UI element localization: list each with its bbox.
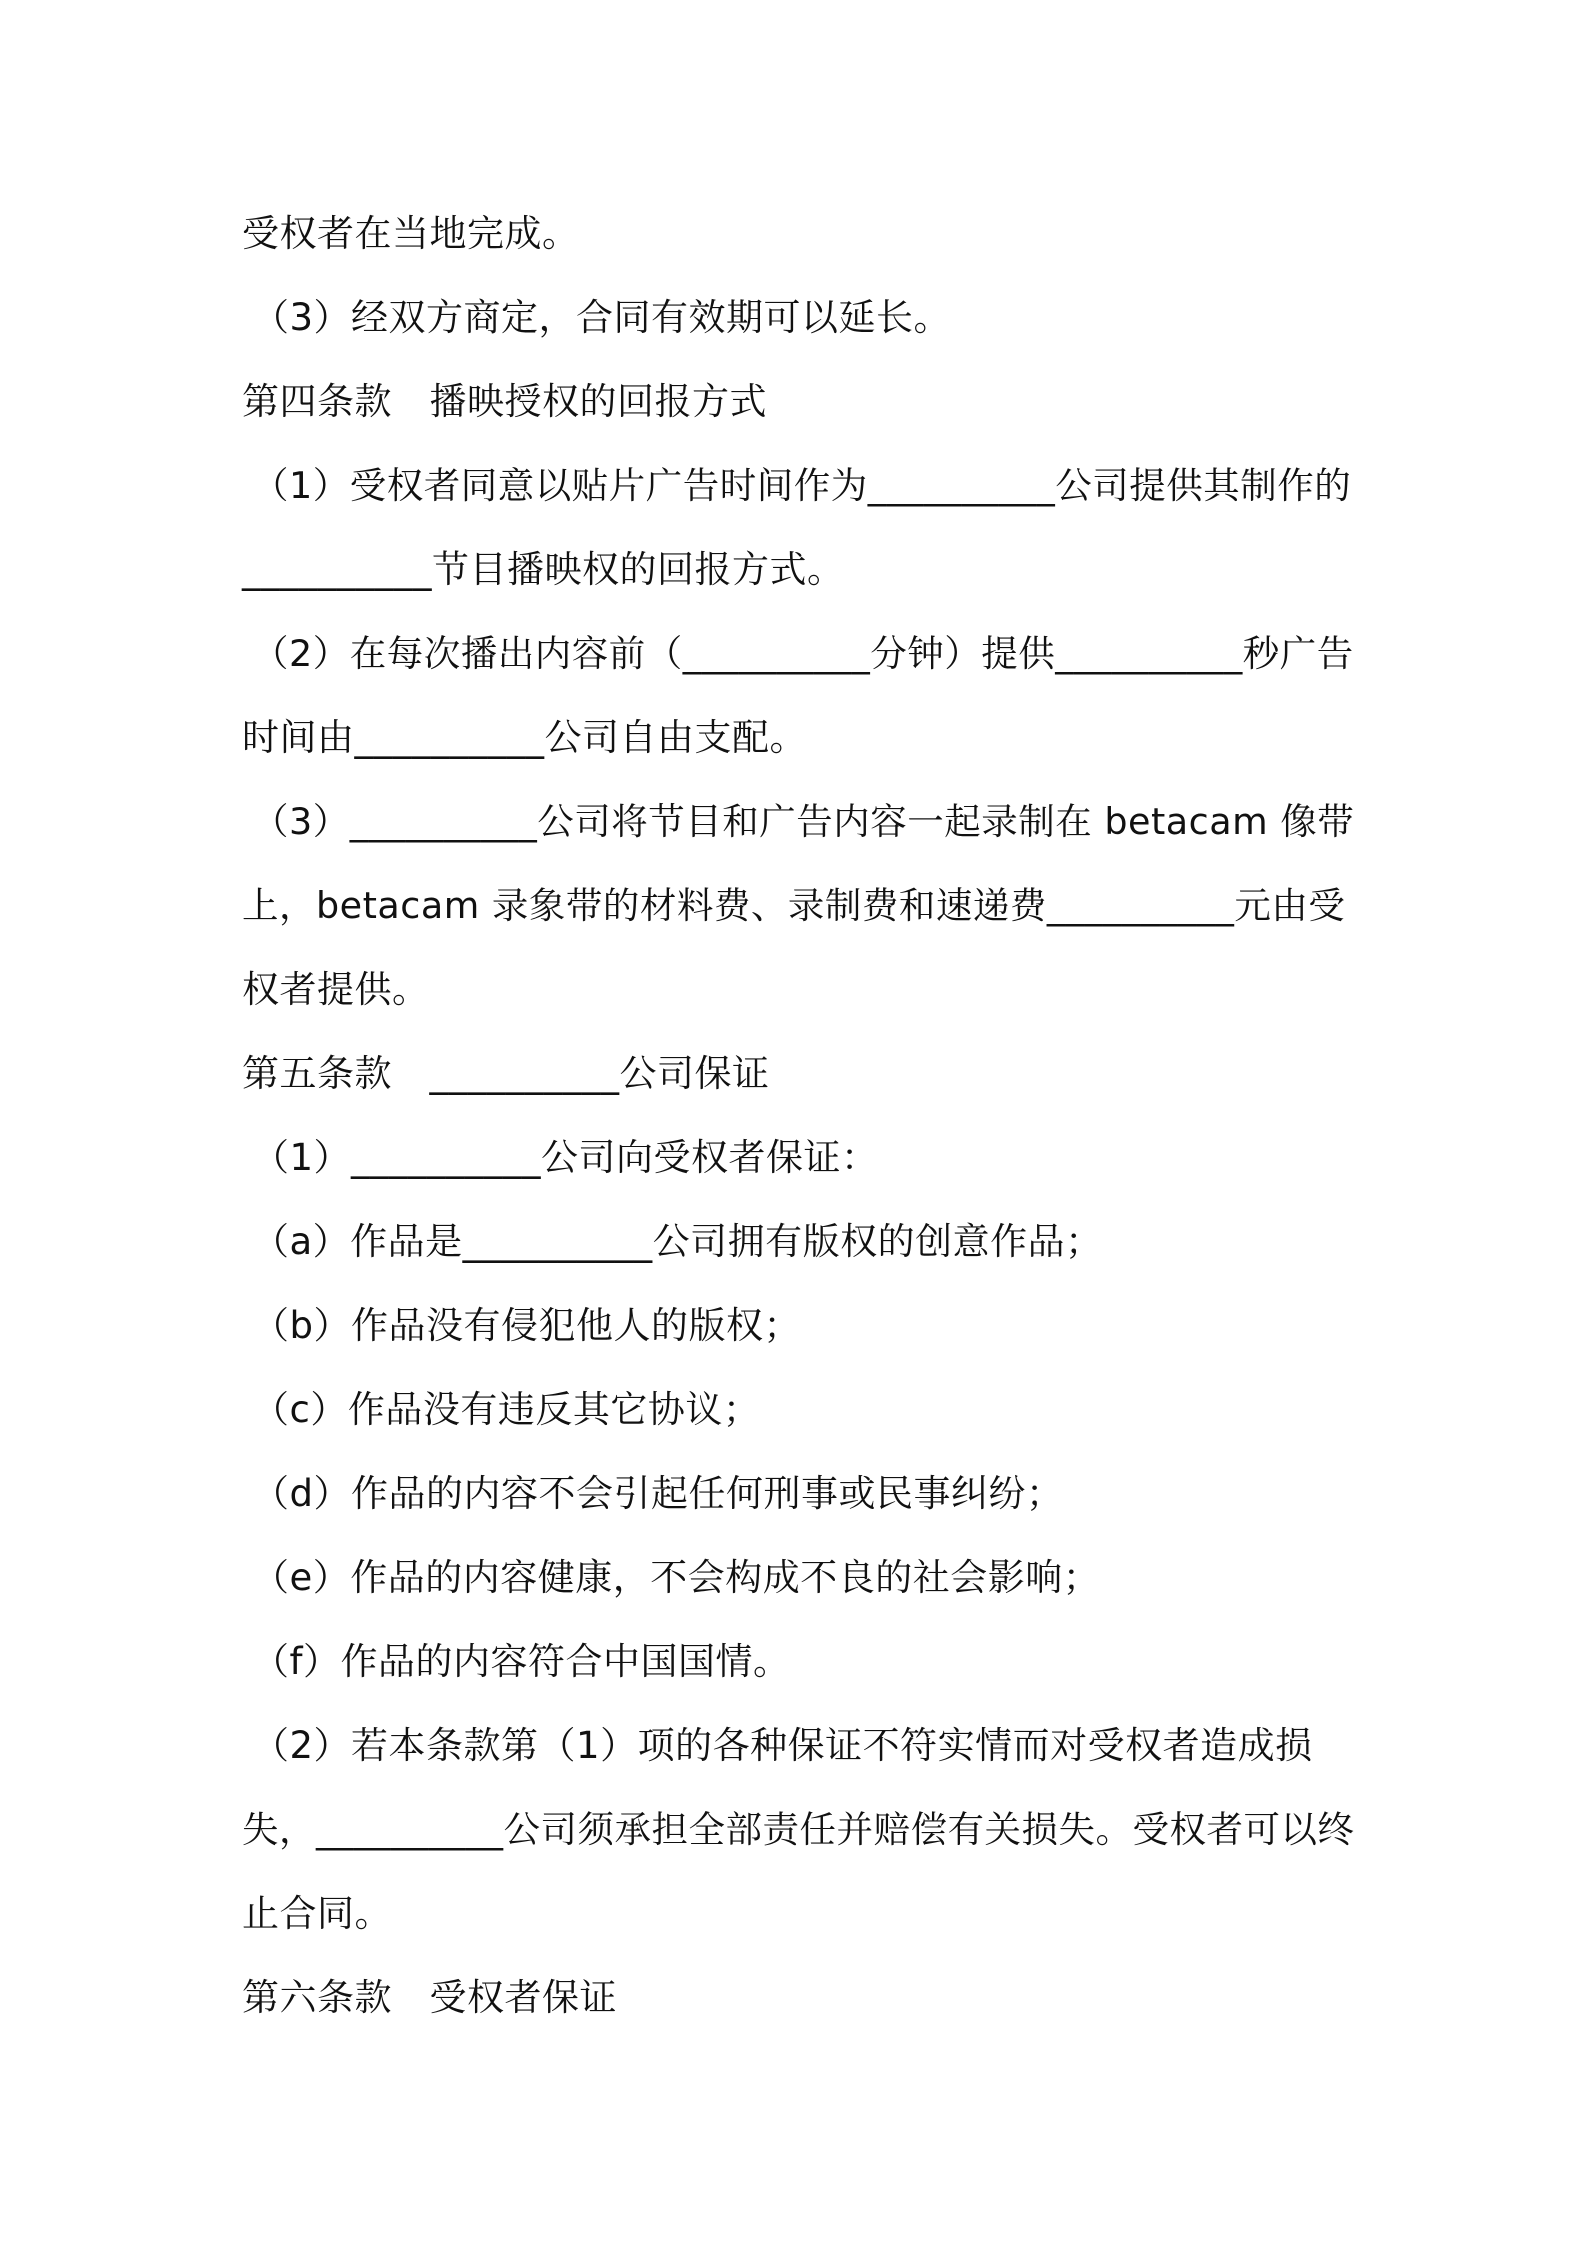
section-heading: 第六条款 受权者保证 [242, 1976, 617, 2019]
paragraph-line: __________节目播映权的回报方式。 [242, 548, 845, 591]
section-heading: 第四条款 播映授权的回报方式 [242, 380, 767, 423]
paragraph-line: （2）在每次播出内容前（__________分钟）提供__________秒广告 [252, 632, 1354, 675]
list-item: （e）作品的内容健康，不会构成不良的社会影响； [252, 1556, 1101, 1599]
list-item: （c）作品没有违反其它协议； [252, 1388, 761, 1431]
list-item: （a）作品是__________公司拥有版权的创意作品； [252, 1220, 1103, 1263]
section-heading: 第五条款 __________公司保证 [242, 1052, 770, 1095]
paragraph-line: 受权者在当地完成。 [242, 212, 580, 255]
list-item: （f）作品的内容符合中国国情。 [252, 1640, 791, 1683]
list-item: （d）作品的内容不会引起任何刑事或民事纠纷； [252, 1472, 1064, 1515]
paragraph-line: （3）__________公司将节目和广告内容一起录制在 betacam 像带 [252, 800, 1355, 843]
paragraph-line: 止合同。 [242, 1892, 392, 1935]
list-item: （b）作品没有侵犯他人的版权； [252, 1304, 801, 1347]
paragraph-line: （2）若本条款第（1）项的各种保证不符实情而对受权者造成损 [252, 1724, 1313, 1767]
paragraph-line: 时间由__________公司自由支配。 [242, 716, 807, 759]
paragraph-line: 上，betacam 录象带的材料费、录制费和速递费__________元由受 [242, 884, 1346, 927]
paragraph-line: 权者提供。 [242, 968, 430, 1011]
paragraph-line: （1）受权者同意以贴片广告时间作为__________公司提供其制作的 [252, 464, 1352, 507]
document-body [242, 192, 1357, 2040]
paragraph-line: （1）__________公司向受权者保证： [252, 1136, 879, 1179]
paragraph-line: 失，__________公司须承担全部责任并赔偿有关损失。受权者可以终 [242, 1808, 1355, 1851]
paragraph-line: （3）经双方商定，合同有效期可以延长。 [252, 296, 952, 339]
